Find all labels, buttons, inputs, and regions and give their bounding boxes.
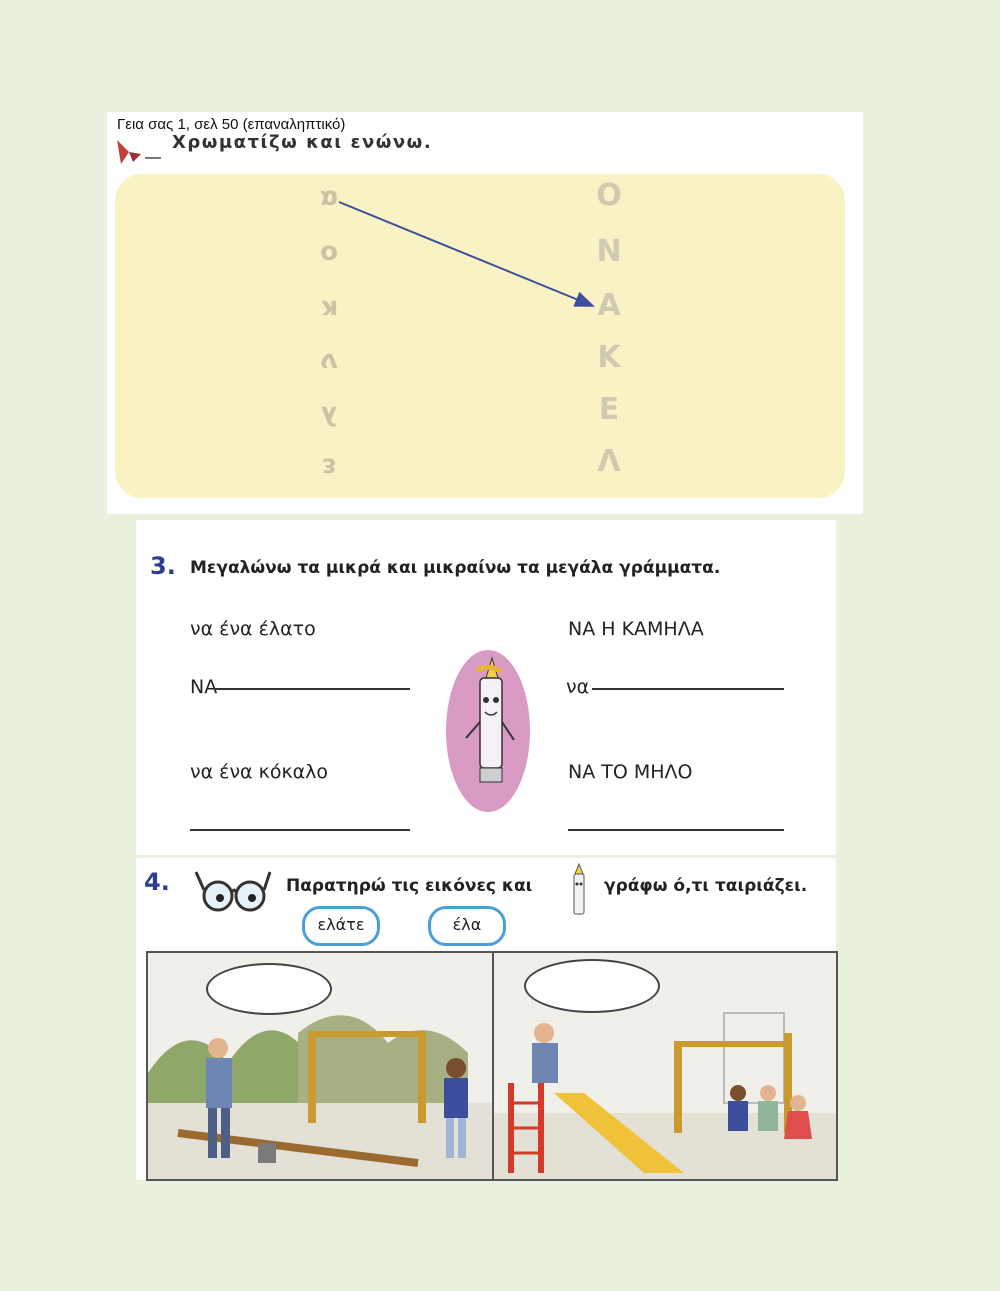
- word-prompt: ΝΑ ΤΟ ΜΗΛΟ: [568, 761, 693, 783]
- word-answer[interactable]: να: [566, 676, 590, 698]
- speech-bubble[interactable]: [524, 959, 660, 1013]
- left-letter[interactable]: ε: [321, 452, 337, 482]
- left-letter[interactable]: κ: [319, 294, 339, 324]
- speech-bubble[interactable]: [206, 963, 332, 1015]
- right-letter[interactable]: Κ: [597, 340, 621, 375]
- right-letter[interactable]: Ο: [596, 178, 622, 213]
- connection-arrow: [115, 174, 845, 498]
- answer-line[interactable]: [568, 829, 784, 831]
- comic-panel-left: [146, 951, 494, 1181]
- left-letter[interactable]: α: [320, 184, 338, 214]
- answer-line[interactable]: [190, 829, 410, 831]
- exercise-4-instruction-part2: γράφω ό,τι ταιριάζει.: [604, 876, 808, 896]
- answer-line: [592, 688, 784, 690]
- word-answer[interactable]: ΝΑ: [190, 676, 218, 698]
- comic-panel-right: [492, 951, 838, 1181]
- left-letter[interactable]: λ: [320, 400, 338, 430]
- exercise-4-card: [136, 858, 836, 1180]
- right-letter[interactable]: Ε: [598, 392, 620, 427]
- pencil-icon: [564, 862, 594, 922]
- word-prompt: ΝΑ Η ΚΑΜΗΛΑ: [568, 618, 704, 640]
- right-letter[interactable]: Α: [597, 288, 621, 323]
- word-choice-cloud[interactable]: έλα: [428, 906, 506, 946]
- left-letter[interactable]: ν: [320, 347, 338, 377]
- pencil-mascot-icon: [446, 650, 530, 812]
- answer-line: [214, 688, 410, 690]
- exercise-1-title: Χρωματίζω και ενώνω.: [172, 132, 433, 153]
- pencil-bird-icon: [107, 134, 167, 168]
- exercise-4-instruction-part1: Παρατηρώ τις εικόνες και: [286, 876, 533, 896]
- exercise-1-card: [107, 112, 863, 514]
- left-letter[interactable]: ο: [320, 239, 338, 269]
- word-prompt: να ένα κόκαλο: [190, 761, 329, 783]
- pencil-mascot-oval: [446, 650, 530, 812]
- exercise-3-instruction: Μεγαλώνω τα μικρά και μικραίνω τα μεγάλα γράμματα.: [190, 558, 721, 578]
- page-header: Γεια σας 1, σελ 50 (επαναληπτικό): [117, 116, 346, 133]
- word-choice-cloud[interactable]: ελάτε: [302, 906, 380, 946]
- exercise-4-number: 4.: [144, 868, 170, 896]
- right-letter[interactable]: Ν: [596, 234, 622, 269]
- glasses-icon: [194, 862, 274, 918]
- exercise-3-number: 3.: [150, 552, 176, 580]
- exercise-3-card: [136, 520, 836, 855]
- word-prompt: να ένα έλατο: [190, 618, 316, 640]
- matching-panel: [115, 174, 845, 498]
- right-letter[interactable]: Λ: [597, 444, 621, 479]
